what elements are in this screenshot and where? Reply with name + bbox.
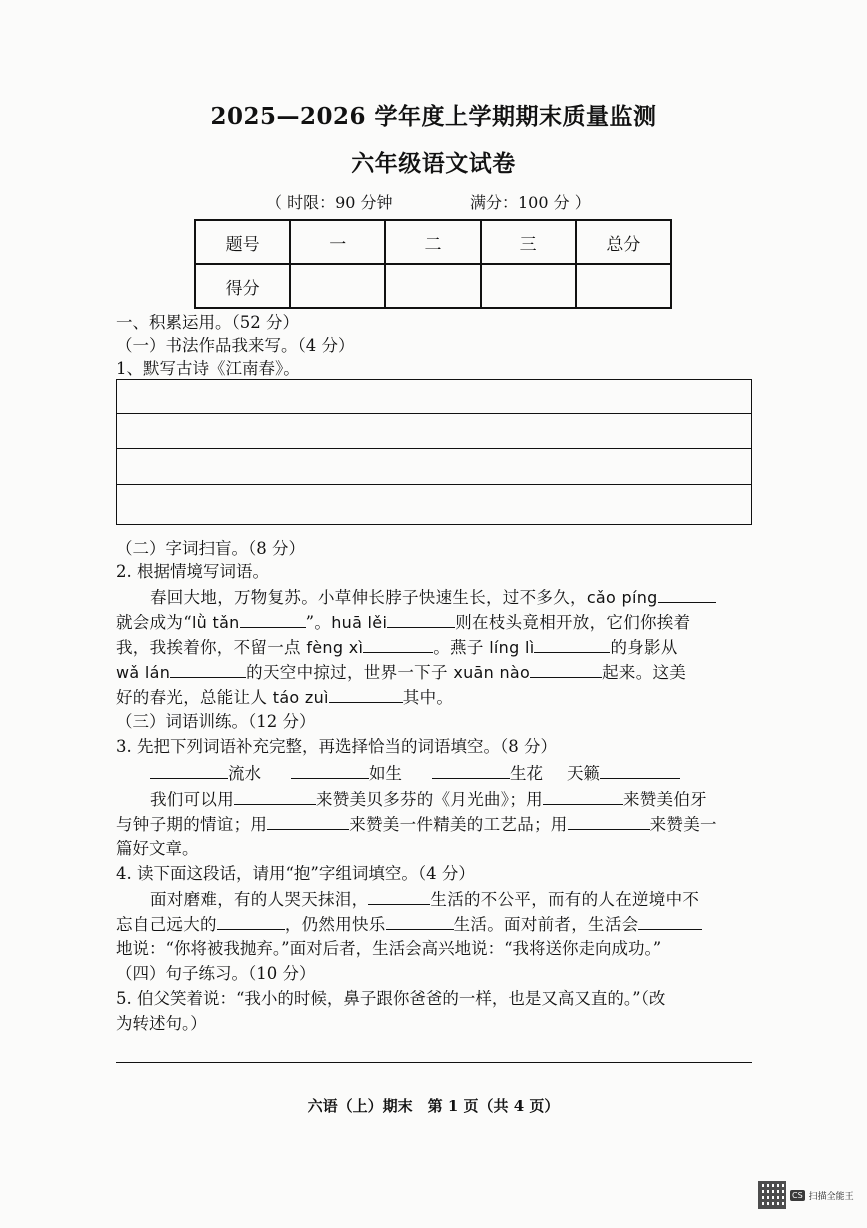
score-cell: 题号 [195,220,290,264]
question-5-cont: 为转述句。） [116,1014,207,1033]
q2-text: 起来。这美 [602,663,687,682]
q3-text: 来赞美一 [649,815,717,834]
answer-blank[interactable] [543,786,623,805]
time-limit: （ 时限：90 分钟 [266,193,393,212]
part-heading: （四）句子练习。（10 分） [116,964,316,983]
q2-line-2 [116,609,690,636]
q4-line-1 [150,886,699,913]
q3-idioms [150,760,680,787]
idiom-suffix: 生花 [510,764,543,783]
answer-blank[interactable] [534,634,610,653]
score-cell[interactable] [385,264,480,308]
answer-blank[interactable] [387,609,455,628]
pinyin-prompt: líng lì [489,638,535,657]
score-table-score-row [195,264,671,308]
pinyin-prompt: fèng xì [306,638,364,657]
q3-text: 来赞美伯牙 [622,790,707,809]
qr-code-icon [758,1181,786,1209]
score-cell[interactable] [576,264,671,308]
score-cell: 总分 [576,220,671,264]
answer-blank[interactable] [240,609,306,628]
q2-text: 其中。 [402,688,454,707]
pinyin-prompt: wǎ lán [116,663,171,682]
answer-blank[interactable] [368,886,430,905]
answer-blank[interactable] [658,584,716,603]
pinyin-prompt: cǎo píng [586,588,658,607]
answer-blank[interactable] [530,659,602,678]
page-footer: 六语（上）期末 第 1 页（共 4 页） [307,1097,560,1115]
question-1: 1、默写古诗《江南春》。 [116,359,300,378]
score-cell: 得分 [195,264,290,308]
section-heading: 一、积累运用。（52 分） [116,313,299,332]
score-cell[interactable] [481,264,576,308]
q4-text: 生活。面对前者，生活会 [453,915,639,934]
q2-text: 我，我挨着你，不留一点 [116,638,307,657]
q3-line-2 [116,811,717,838]
writing-line [117,413,751,414]
poem-writing-box[interactable] [116,379,752,525]
answer-blank[interactable] [150,760,228,779]
score-cell: 一 [290,220,385,264]
q2-text: 就会成为“ [116,613,192,632]
part-heading: （一）书法作品我来写。（4 分） [116,336,355,355]
camscanner-watermark [758,1180,854,1210]
question-5: 5. 伯父笑着说：“我小的时候，鼻子跟你爸爸的一样，也是又高又直的。”（改 [116,989,666,1008]
answer-blank[interactable] [329,684,403,703]
q4-text: 生活的不公平，而有的人在逆境中不 [430,890,700,909]
exam-subtitle: 六年级语文试卷 [351,150,516,177]
answer-blank[interactable] [600,760,680,779]
q2-text: 好的春光，总能让人 [116,688,273,707]
watermark-label: 扫描全能王 [808,1191,854,1202]
answer-blank[interactable] [386,911,454,930]
camscanner-logo: CS [792,1190,803,1200]
q2-text: 春回大地，万物复苏。小草伸长脖子快速生长，过不多久， [150,588,587,607]
answer-blank[interactable] [170,659,246,678]
question-3: 3. 先把下列词语补充完整，再选择恰当的词语填空。（8 分） [116,737,557,756]
answer-blank[interactable] [217,911,285,930]
q4-line-2 [116,911,702,938]
q2-text: ”。 [305,613,332,632]
q2-line-5 [116,684,453,711]
score-table [194,219,672,309]
part-heading: （三）词语训练。（12 分） [116,712,316,731]
q4-text: 忘自己远大的 [116,915,217,934]
q3-text: 来赞美一件精美的工艺品；用 [349,815,568,834]
full-score: 满分：100 分 ） [470,193,591,212]
q4-text: 面对磨难，有的人哭天抹泪， [150,890,369,909]
q2-text: 则在枝头竟相开放，它们你挨着 [455,613,691,632]
pinyin-prompt: táo zuì [272,688,329,707]
part-heading: （二）字词扫盲。（8 分） [116,539,305,558]
answer-blank[interactable] [568,811,650,830]
idiom-suffix: 流水 [228,764,261,783]
q2-line-3 [116,634,678,661]
question-4: 4. 读下面这段话，请用“抱”字组词填空。（4 分） [116,864,475,883]
answer-blank[interactable] [291,760,369,779]
answer-blank[interactable] [234,786,316,805]
q2-text: 的天空中掠过，世界一下子 [246,663,454,682]
q3-line-3: 篇好文章。 [116,839,199,858]
idiom-suffix: 如生 [369,764,402,783]
score-cell[interactable] [290,264,385,308]
question-2: 2. 根据情境写词语。 [116,562,269,581]
q2-text: 。燕子 [433,638,490,657]
writing-line [117,484,751,485]
q3-text: 来赞美贝多芬的《月光曲》；用 [316,790,543,809]
answer-blank[interactable] [432,760,510,779]
writing-line [117,448,751,449]
answer-blank[interactable] [363,634,433,653]
answer-blank[interactable] [638,911,702,930]
q4-text: ，仍然用快乐 [284,915,386,934]
answer-blank[interactable] [267,811,349,830]
q2-text: 的身影从 [610,638,678,657]
q3-text: 我们可以用 [150,790,234,809]
q3-line-1 [150,786,707,813]
idiom-prefix: 天籁 [567,764,600,783]
score-table-header-row [195,220,671,264]
exam-title: 2025—2026 学年度上学期期末质量监测 [210,103,657,130]
pinyin-prompt: xuān nào [453,663,531,682]
answer-line[interactable] [116,1062,752,1063]
pinyin-prompt: huā lěi [331,613,388,632]
pinyin-prompt: lǜ tǎn [191,613,240,632]
q2-line-4 [116,659,686,686]
q2-line-1 [150,584,716,611]
q4-line-3: 地说：“你将被我抛弃。”面对后者，生活会高兴地说：“我将送你走向成功。” [116,939,662,958]
score-cell: 二 [385,220,480,264]
score-cell: 三 [481,220,576,264]
q3-text: 与钟子期的情谊；用 [116,815,268,834]
